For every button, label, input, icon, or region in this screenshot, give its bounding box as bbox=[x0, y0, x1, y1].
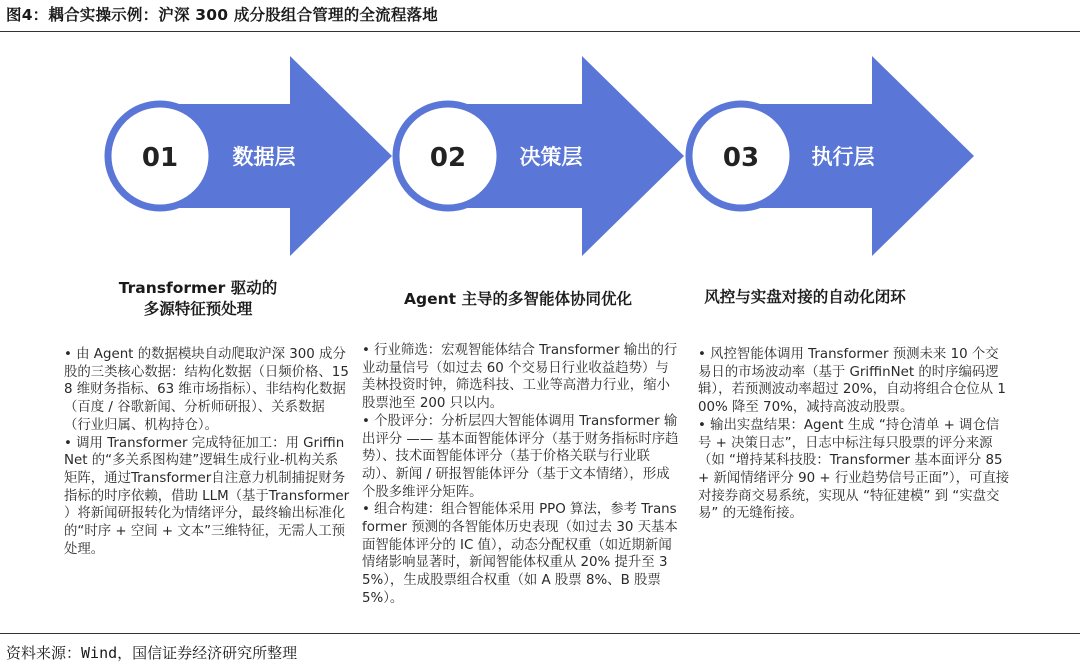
stage-03-label: 执行层 bbox=[811, 145, 875, 169]
stage-02-number: 02 bbox=[429, 143, 467, 173]
stage-01-group bbox=[108, 56, 392, 256]
stage-03-group bbox=[689, 56, 974, 256]
stage-03-paragraph-1: • 风控智能体调用 Transformer 预测未来 10 个交易日的市场波动率（基于 GriffinNet 的时序编码逻辑），若预测波动率超过 20%，自动将组合仓位从 100% 降至 70%，减持高波动股票。 bbox=[698, 347, 1006, 416]
stage-01-heading bbox=[68, 278, 328, 320]
stage-03-number: 03 bbox=[722, 143, 760, 173]
stage-02-paragraph-1: • 行业筛选：宏观智能体结合 Transformer 输出的行业动量信号（如过去 60 个交易日行业收益趋势）与美林投资时钟，筛选科技、工业等高潜力行业，缩小股票池至 200 只以内。 bbox=[362, 343, 678, 412]
stage-02-paragraph-2: • 个股评分：分析层四大智能体调用 Transformer 输出评分 —— 基本面智能体评分（基于财务指标时序趋势）、技术面智能体评分（基于价格关联与行业联动）、新闻 / 研报智能体评分（基于文本情绪），形成个股多维评分矩阵。 bbox=[362, 413, 679, 500]
stage-02-heading bbox=[378, 289, 658, 310]
stage-03-description bbox=[698, 346, 1012, 523]
stage-02-label: 决策层 bbox=[519, 145, 583, 169]
stage-01-label: 数据层 bbox=[232, 145, 296, 169]
stage-03-heading-line-1: 风控与实盘对接的自动化闭环 bbox=[704, 288, 906, 306]
stage-02-paragraph-3: • 组合构建：组合智能体采用 PPO 算法，参考 Transformer 预测的各智能体历史表现（如过去 30 天基本面智能体评分的 IC 值），动态分配权重（如近期新闻情绪影响显著时，新闻智能体权重从 20% 提升至 35%），生成股票组合权重（如 A 股票 8%、B 股票 5%）。 bbox=[362, 502, 678, 606]
figure-title: 图4：耦合实操示例：沪深 300 成分股组合管理的全流程落地 bbox=[6, 6, 438, 24]
stage-03-heading bbox=[670, 287, 940, 308]
stage-01-number: 01 bbox=[141, 143, 179, 173]
stage-01-paragraph-2: • 调用 Transformer 完成特征加工：用 GriffinNet 的“多关系图构建”逻辑生成行业-机构关系矩阵，通过Transformer自注意力机制捕捉财务指标的时序依赖，借助 LLM（基于Transformer ）将新闻研报转化为情绪评分，最终输出标准化的“时序 + 空间 + 文本”三维特征，无需人工预处理。 bbox=[64, 435, 350, 557]
source-prefix: 资料来源： bbox=[6, 644, 82, 662]
stage-02-group bbox=[396, 56, 684, 256]
source-org: 国信证券经济研究所整理 bbox=[132, 644, 298, 662]
bottom-rule bbox=[0, 633, 1080, 634]
stage-03-paragraph-2: • 输出实盘结果：Agent 生成 “持仓清单 + 调仓信号 + 决策日志”，日志中标注每只股票的评分来源（如 “增持某科技股：Transformer 基本面评分 85 + 新闻情绪评分 90 + 行业趋势信号正面”），可直接对接券商交易系统，实现从 “特征建模” 到 “实盘交易” 的无缝衔接。 bbox=[698, 417, 1010, 522]
source-wind: Wind， bbox=[81, 644, 133, 662]
stage-02-heading-line-1: Agent 主导的多智能体协同优化 bbox=[404, 290, 632, 308]
stage-01-heading-line-2: 多源特征预处理 bbox=[143, 300, 253, 318]
stage-arrows-diagram bbox=[0, 0, 1080, 290]
source-note bbox=[6, 642, 297, 663]
stage-01-heading-line-1: Transformer 驱动的 bbox=[118, 279, 278, 297]
stage-02-description bbox=[362, 342, 680, 608]
stage-01-paragraph-1: • 由 Agent 的数据模块自动爬取沪深 300 成分股的三类核心数据：结构化数据（日频价格、158 维财务指标、63 维市场指标）、非结构化数据（百度 / 谷歌新闻、分析师研报）、关系数据（行业归属、机构持仓）。 bbox=[64, 347, 349, 433]
stage-01-description bbox=[64, 346, 350, 558]
